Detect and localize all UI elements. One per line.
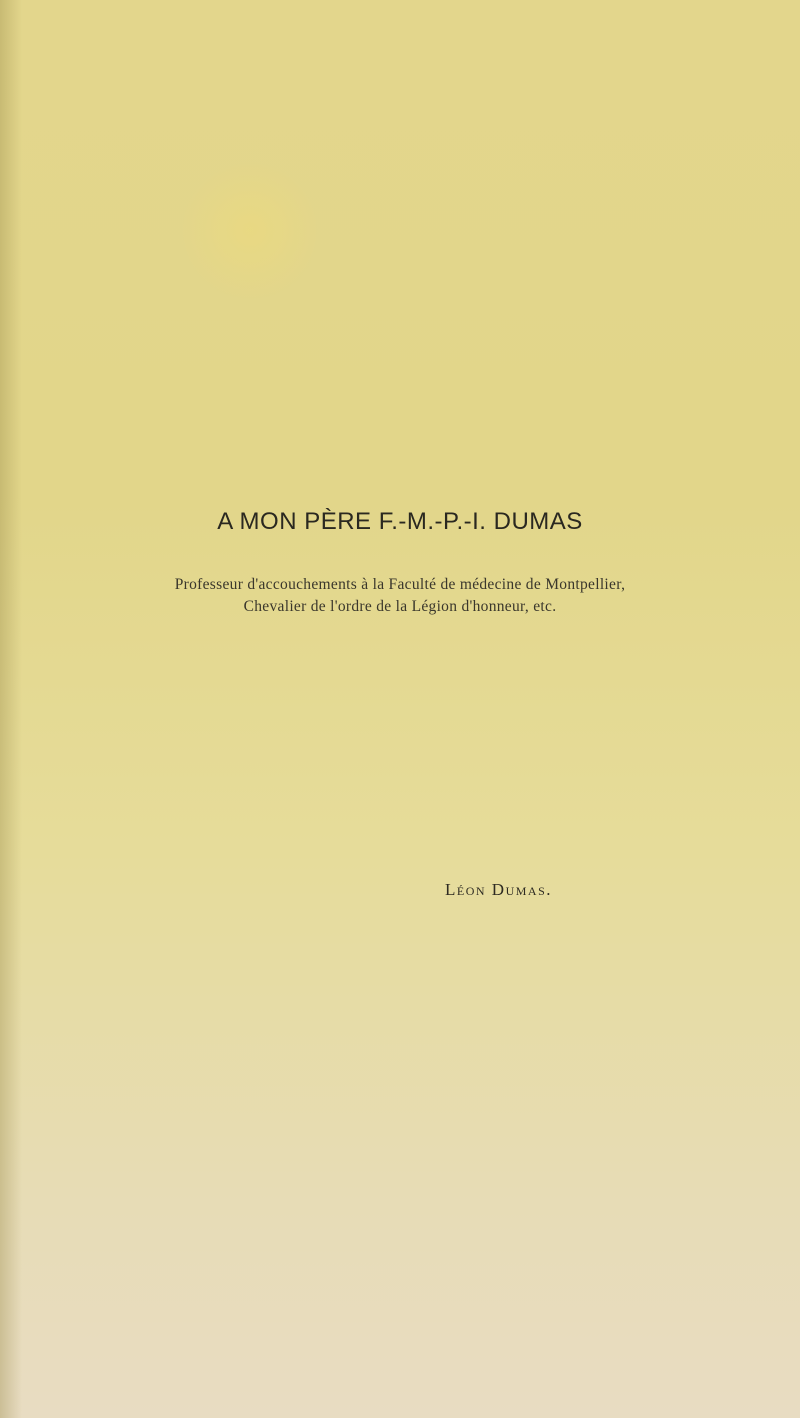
- dedication-title: A MON PÈRE F.-M.-P.-I. DUMAS: [217, 508, 583, 535]
- binding-shadow: [0, 0, 22, 1418]
- subtitle-line-2: Chevalier de l'ordre de la Légion d'honneur, etc.: [243, 598, 557, 615]
- subtitle-line-1: Professeur d'accouchements à la Faculté de médecine de Montpellier,: [174, 576, 626, 593]
- dedication-subtitle: [60, 574, 740, 618]
- paper-stain: [180, 160, 320, 300]
- signature: Léon Dumas.: [445, 880, 552, 899]
